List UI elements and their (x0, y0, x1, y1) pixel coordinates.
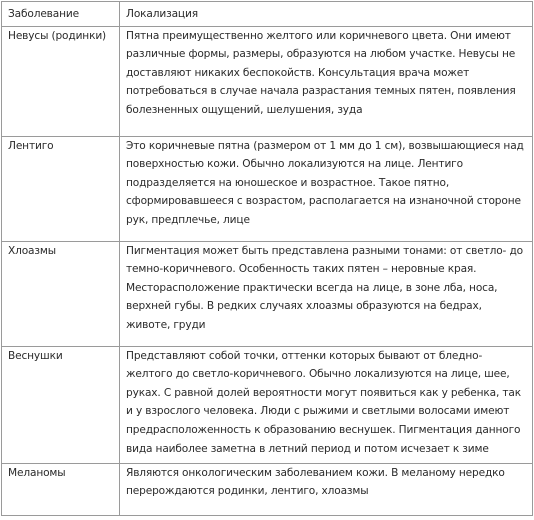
disease-name-cell: Хлоазмы (2, 241, 120, 346)
disease-name-cell: Невусы (родинки) (2, 26, 120, 136)
disease-name-cell: Веснушки (2, 346, 120, 463)
table-row (2, 463, 533, 515)
disease-name-cell: Меланомы (2, 463, 120, 515)
column-header-localization: Локализация (120, 2, 533, 27)
localization-cell: Представляют собой точки, оттенки которых бывают от бледно-желтого до светло-коричневого. Обычно локализуются на лице, шее, руках. С равной долей вероятности могут появиться как у ребенка, так и у взрослого человека. Люди с рыжими и светлыми волосами имеют предрасположенность к образованию веснушек. Пигментация данного вида наиболее заметна в летний период и потом исчезает к зиме (120, 346, 533, 463)
localization-cell: Это коричневые пятна (размером от 1 мм до 1 см), возвышающиеся над поверхностью кожи. Обычно локализуются на лице. Лентиго подразделяется на юношеское и возрастное. Такое пятно, сформировавшееся с возрастом, располагается на изнаночной стороне рук, предплечье, лице (120, 136, 533, 241)
localization-cell: Пятна преимущественно желтого или коричневого цвета. Они имеют различные формы, размеры, образуются на любом участке. Невусы не доставляют никаких беспокойств. Консультация врача может потребоваться в случае начала разрастания темных пятен, появления болезненных ощущений, шелушения, зуда (120, 26, 533, 136)
localization-cell: Пигментация может быть представлена разными тонами: от светло- до темно-коричневого. Особенность таких пятен – неровные края. Месторасположение практически всегда на лице, в зоне лба, носа, верхней губы. В редких случаях хлоазмы образуются на бедрах, животе, груди (120, 241, 533, 346)
table-header-row (2, 2, 533, 27)
column-header-disease: Заболевание (2, 2, 120, 27)
table-row (2, 346, 533, 463)
disease-table (1, 1, 533, 516)
localization-cell: Являются онкологическим заболеванием кожи. В меланому нередко перерождаются родинки, лентиго, хлоазмы (120, 463, 533, 515)
table-row (2, 26, 533, 136)
table-row (2, 136, 533, 241)
table-row (2, 241, 533, 346)
disease-name-cell: Лентиго (2, 136, 120, 241)
